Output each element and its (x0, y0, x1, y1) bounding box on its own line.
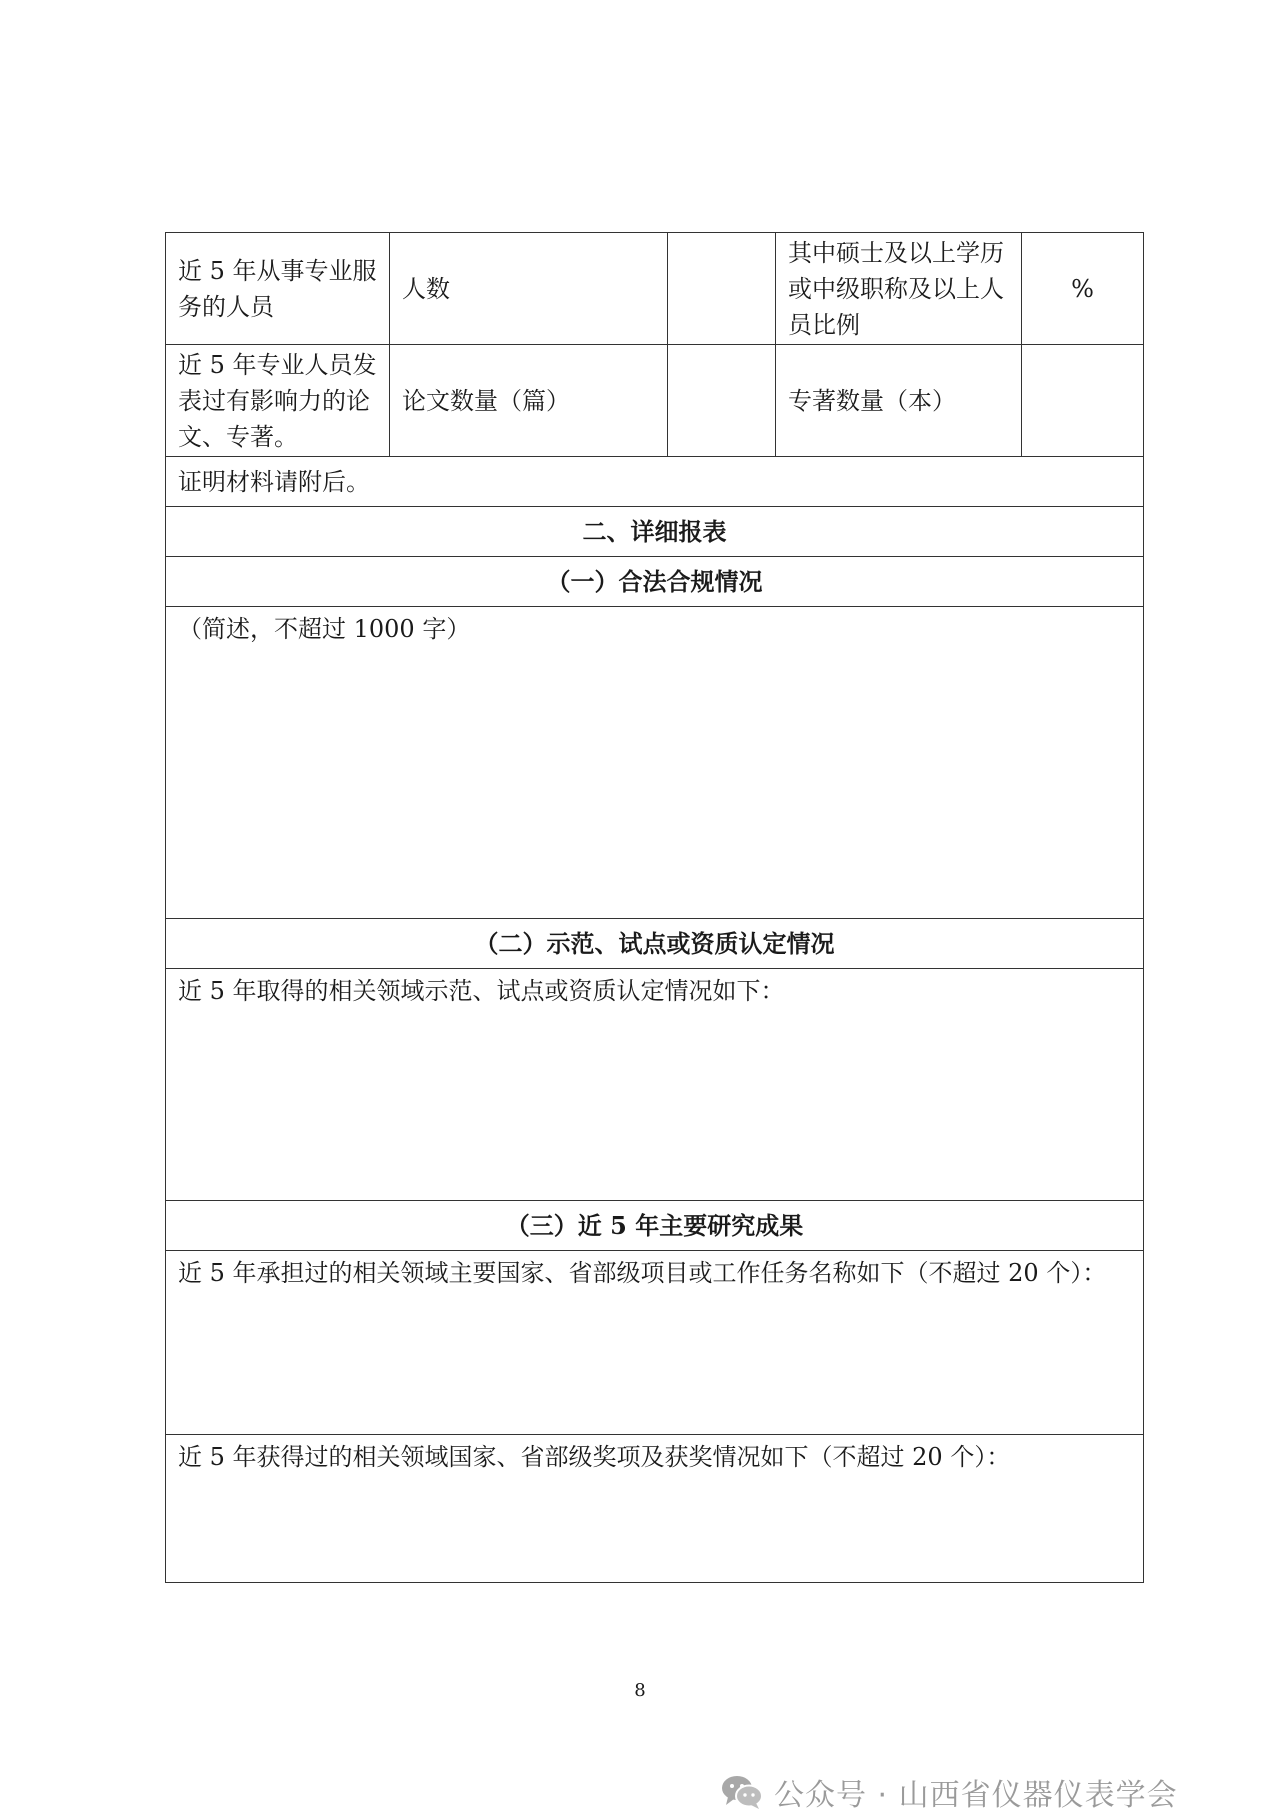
research-title-row (166, 1201, 1144, 1251)
compliance-title: （一）合法合规情况 (166, 557, 1144, 607)
awards-text-area[interactable]: 近 5 年获得过的相关领域国家、省部级奖项及获奖情况如下（不超过 20 个）： (166, 1435, 1144, 1583)
publications-label: 近 5 年专业人员发表过有影响力的论文、专著。 (166, 345, 390, 457)
publications-row (166, 345, 1144, 457)
projects-body-row (166, 1251, 1144, 1435)
staff-count-value[interactable] (668, 233, 776, 345)
qualification-body-row (166, 969, 1144, 1201)
qualification-text-area[interactable]: 近 5 年取得的相关领域示范、试点或资质认定情况如下： (166, 969, 1144, 1201)
staff-ratio-label: 其中硕士及以上学历或中级职称及以上人员比例 (776, 233, 1022, 345)
application-form-table (165, 232, 1144, 1583)
page-number: 8 (634, 1680, 646, 1701)
papers-count-label: 论文数量（篇） (390, 345, 668, 457)
staff-ratio-unit[interactable]: % (1022, 233, 1144, 345)
section-title: 二、详细报表 (166, 507, 1144, 557)
staff-count-label: 人数 (390, 233, 668, 345)
research-title: （三）近 5 年主要研究成果 (166, 1201, 1144, 1251)
proof-note: 证明材料请附后。 (166, 457, 1144, 507)
papers-count-value[interactable] (668, 345, 776, 457)
projects-text-area[interactable]: 近 5 年承担过的相关领域主要国家、省部级项目或工作任务名称如下（不超过 20 个）： (166, 1251, 1144, 1435)
qualification-title-row (166, 919, 1144, 969)
qualification-title: （二）示范、试点或资质认定情况 (166, 919, 1144, 969)
section-title-row (166, 507, 1144, 557)
footer-brand (720, 1770, 1178, 1814)
proof-note-row (166, 457, 1144, 507)
staff-row (166, 233, 1144, 345)
staff-label: 近 5 年从事专业服务的人员 (166, 233, 390, 345)
footer-text: 公众号 · 山西省仪器仪表学会 (774, 1778, 1178, 1813)
compliance-title-row (166, 557, 1144, 607)
awards-body-row (166, 1435, 1144, 1583)
books-count-label: 专著数量（本） (776, 345, 1022, 457)
compliance-text-area[interactable]: （简述，不超过 1000 字） (166, 607, 1144, 919)
wechat-icon (720, 1774, 764, 1810)
books-count-value[interactable] (1022, 345, 1144, 457)
compliance-body-row (166, 607, 1144, 919)
